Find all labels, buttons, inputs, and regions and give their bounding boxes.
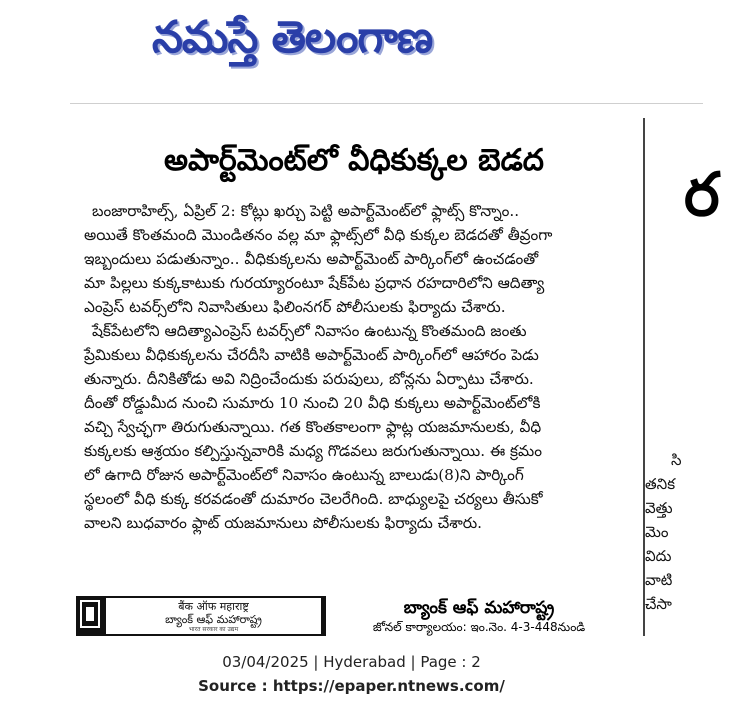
article-line: ఎంప్రెస్ టవర్స్‌లోని నివాసితులు ఫిలింనగర్ పోలీసులకు ఫిర్యాదు చేశారు. <box>84 298 506 316</box>
article-line: వచ్చి స్వేచ్ఛగా తిరుగుతున్నాయి. గత కొంతకాలంగా ఫ్లాట్ల యజమానులకు, వీధి <box>84 418 542 436</box>
ad-bank-tagline: भारत सरकार का उद्यम <box>188 626 239 633</box>
footer-source: Source : https://epaper.ntnews.com/ <box>198 677 505 695</box>
article-line: బంజారాహిల్స్, ఏప్రిల్ 2: కోట్లు ఖర్చు పెట్టి అపార్ట్‌మెంట్‌లో ఫ్లాట్స్ కొన్నాం.. <box>92 202 520 220</box>
article-line: తున్నారు. దీనికితోడు అవి నిద్రించేందుకు పరుపులు, బోన్లను ఏర్పాటు చేశారు. <box>84 370 534 388</box>
ad-subtitle: జోనల్ కార్యాలయం: ఇం.నెం. 4-3-448నుండి <box>372 620 586 634</box>
page-footer <box>0 650 703 698</box>
article-line: అయితే కొంతమంది మొండితనం వల్ల మా ఫ్లాట్స్‌లో వీధి కుక్కల బెడదతో తీవ్రంగా <box>84 226 553 244</box>
adjacent-headline-fragment: ర <box>684 160 720 230</box>
adjacent-line: వాటి <box>645 571 673 589</box>
article-line: కుక్కలకు ఆశ్రయం కల్పిస్తున్నవారికి మధ్య గొడవలు జరుగుతున్నాయి. ఈ క్రమం <box>84 442 542 460</box>
article-line: వాలని బుధవారం ఫ్లాట్ యజమానులు పోలీసులకు ఫిర్యాదు చేశారు. <box>84 514 483 532</box>
ad-bank-name-hindi: बैंक ऑफ महाराष्ट्र <box>178 600 249 613</box>
article-line: మా పిల్లలు కుక్కకాటుకు గురయ్యారంటూ షేక్‌పేట ప్రధాన రహదారిలోని ఆదిత్యా <box>84 274 545 292</box>
article-body <box>84 199 629 535</box>
adjacent-column <box>645 118 703 638</box>
adjacent-line: విదు <box>645 547 672 565</box>
article-line: స్థలంలో వీధి కుక్క కరవడంతో దుమారం చెలరేగింది. బాధ్యులపై చర్యలు తీసుకో <box>84 490 543 508</box>
ad-title: బ్యాంక్ ఆఫ్ మహారాష్ట్ర <box>403 598 555 618</box>
adjacent-line: చేసా <box>645 595 672 613</box>
ad-notice-box <box>326 596 632 636</box>
article-line: లో ఉగాది రోజున అపార్ట్‌మెంట్‌లో నివాసం ఉంటున్న బాలుడు(8)ని పార్కింగ్ <box>84 466 524 484</box>
newspaper-masthead: నమస్తే తెలంగాణ <box>152 12 433 63</box>
ad-bank-name-telugu: బ్యాంక్ ఆఫ్ మహారాష్ట్ర <box>165 613 262 626</box>
footer-meta: 03/04/2025 | Hyderabad | Page : 2 <box>222 653 481 671</box>
ad-bank-name-box <box>106 598 321 634</box>
article-line: దీంతో రోడ్డుమీద నుంచి సుమారు 10 నుంచి 20 వీధి కుక్కలు అపార్ట్‌మెంట్‌లోకి <box>84 394 541 412</box>
bank-advertisement <box>76 596 632 636</box>
adjacent-line: సి <box>671 451 682 469</box>
bank-logo-icon <box>80 600 100 628</box>
article-line: షేక్‌పేటలోని ఆదిత్యాఎంప్రెస్ టవర్స్‌లో నివాసం ఉంటున్న కొంతమంది జంతు <box>92 322 527 340</box>
adjacent-line: వెత్తు <box>645 499 673 517</box>
masthead-divider <box>70 103 703 104</box>
adjacent-line: మెం <box>645 523 669 541</box>
article-headline: అపార్ట్‌మెంట్‌లో వీధికుక్కల బెడద <box>164 143 544 178</box>
article-line: ఇబ్బందులు పడుతున్నాం.. వీధికుక్కలను అపార్ట్‌మెంట్ పార్కింగ్‌లో ఉంచడంతో <box>84 250 539 268</box>
article-line: ప్రేమికులు వీధికుక్కలను చేరదీసి వాటికి అపార్ట్‌మెంట్ పార్కింగ్‌లో ఆహారం పెడు <box>84 346 539 364</box>
adjacent-line: తనిక <box>645 475 676 493</box>
